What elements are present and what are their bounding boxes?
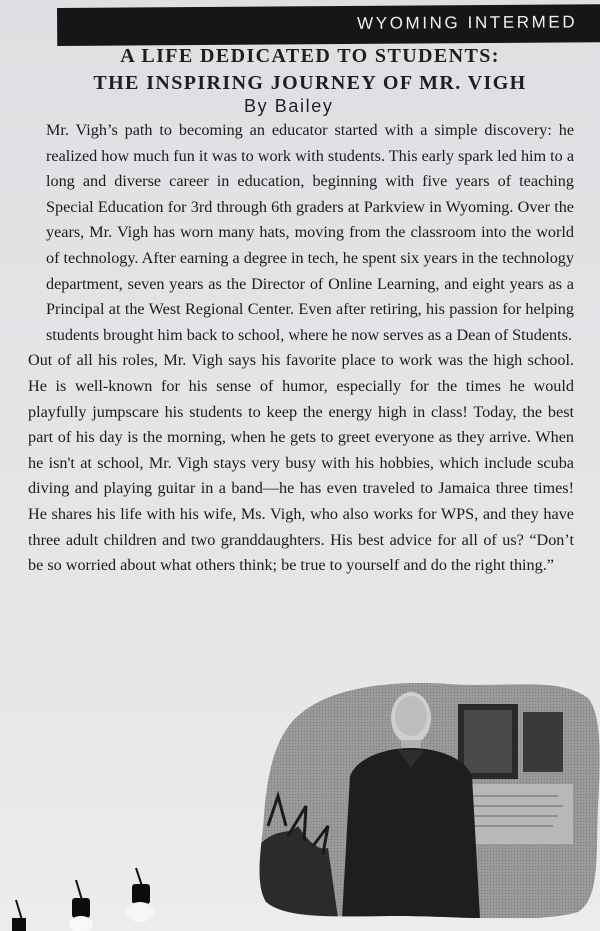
portrait-photo-image	[258, 676, 600, 918]
article-title-line-1: A LIFE DEDICATED TO STUDENTS:	[120, 45, 500, 67]
article-byline: By Bailey	[244, 96, 334, 116]
article-title-line-2: THE INSPIRING JOURNEY OF MR. VIGH	[93, 72, 527, 94]
article-paragraph-1: Mr. Vigh’s path to becoming an educator started with a simple discovery: he realized how much fun it was to work with students. This early spark led him to a long and diverse career in education, beginning with five years of teaching Special Education for 3rd through 6th graders at Parkview in Wyoming. Over the years, Mr. Vigh has worn many hats, moving from the classroom into the world of technology. After earning a degree in tech, he spent six years in the technology department, seven years as the Director of Online Learning, and eight years as a Principal at the West Regional Center. Even after retiring, his passion for helping students brought him back to school, where he now serves as a Dean of Students.	[46, 121, 574, 344]
article-body	[28, 118, 574, 579]
portrait-photo	[258, 676, 600, 918]
lamp-fixtures-decoration	[0, 860, 180, 931]
publication-name: WYOMING INTERMED	[357, 12, 578, 33]
article-paragraph-2: Out of all his roles, Mr. Vigh says his favorite place to work was the high school. He is well-known for his sense of humor, especially for the times he would playfully jumpscare his students to keep the energy high in class! Today, the best part of his day is the morning, when he gets to greet everyone as they arrive. When he isn't at school, Mr. Vigh stays very busy with his hobbies, which include scuba diving and playing guitar in a band—he has even traveled to Jamaica three times! He shares his life with his wife, Ms. Vigh, who also works for WPS, and they have three adult children and two granddaughters. His best advice for all of us? “Don’t be so worried about what others think; be true to yourself and do the right thing.”	[28, 351, 574, 575]
publication-header-bar	[57, 4, 600, 46]
